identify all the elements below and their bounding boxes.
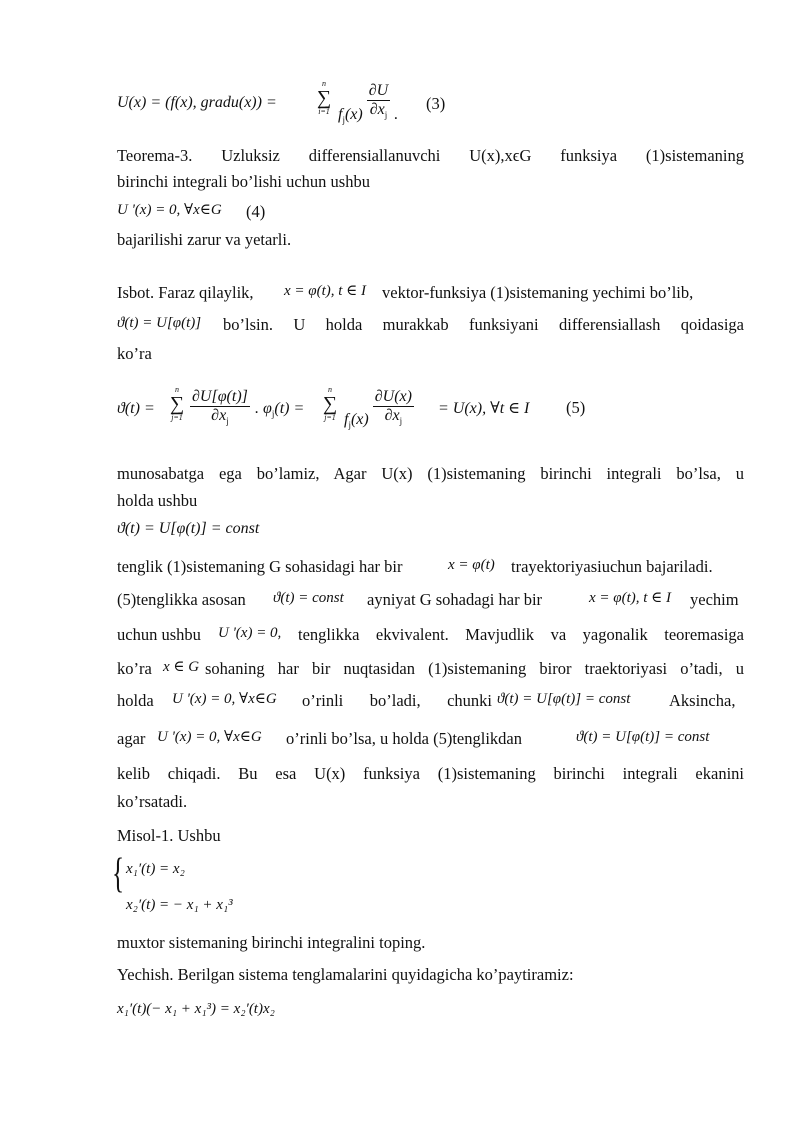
p3-line1-formula: x = φ(t), t ∈ I — [284, 283, 367, 299]
system-row1: x₁′(t) = x₂ — [126, 861, 185, 877]
eq3-number: (3) — [426, 94, 446, 113]
p7-line2: Yechish. Berilgan sistema tenglamalarini quyidagicha ko’paytiramiz: — [117, 965, 574, 984]
eq4-formula: U '(x) = 0, ∀x∈G — [117, 202, 222, 218]
p5-line1-formula: x = φ(t) — [448, 557, 495, 573]
eq5-sum2: n ∑ j=1 — [322, 385, 338, 422]
eq5-sum1: n ∑ j=1 — [169, 385, 185, 422]
eq7-formula: x₁′(t)(− x₁ + x₁³) = x₂′(t)x₂ — [117, 1001, 275, 1017]
p5-line4a: ko’ra — [117, 659, 152, 678]
eq-const: ϑ(t) = U[φ(t)] = const — [117, 520, 260, 537]
p2-line1: bajarilishi zarur va yetarli. — [117, 230, 292, 249]
p1-line2: birinchi integrali bo’lishi uchun ushbu — [117, 172, 370, 191]
p5-line8: ko’rsatadi. — [117, 792, 188, 811]
p6-line1: Misol-1. Ushbu — [117, 826, 221, 845]
p7-line1: muxtor sistemaning birinchi integralini toping. — [117, 933, 426, 952]
eq4-number: (4) — [246, 202, 266, 221]
p5-line1b: trayektoriyasiuchun bajariladi. — [511, 557, 713, 576]
system-brace: { — [112, 851, 125, 897]
p5-line6b: o’rinli bo’lsa, u holda (5)tenglikdan — [286, 729, 522, 748]
p5-line4b: sohaning har bir nuqtasidan (1)sistemaning biror traektoriyasi o’tadi, u — [205, 659, 744, 678]
system-row2: x₂′(t) = − x₁ + x₁³ — [126, 897, 233, 913]
eq5-number: (5) — [566, 398, 586, 417]
eq5-mid: . $\varphi_j(t)$ = — [255, 400, 305, 420]
p5-line6-formula2: ϑ(t) = U[φ(t)] = const — [576, 729, 710, 745]
p4-line1: munosabatga ega bo’lamiz, Agar U(x) (1)sistemaning birinchi integrali bo’lsa, u — [117, 464, 744, 483]
eq5-frac1: $\frac{\partial U[\varphi(t)]}{\partial x_j}$ — [192, 388, 248, 427]
p5-line5c: Aksincha, — [669, 691, 736, 710]
p5-line2a: (5)tenglikka asosan — [117, 590, 246, 609]
p3-line1a: Isbot. Faraz qilaylik, — [117, 283, 254, 302]
eq5-term: $f_j(x)$ $\frac{\partial U(x)}{\partial x_j}$ — [344, 388, 412, 430]
eq3-formula — [117, 93, 277, 113]
eq5-lhs: ϑ(t) = — [117, 400, 155, 417]
p5-line2c: yechim — [690, 590, 739, 609]
p5-line4-formula: x ∈ G — [163, 659, 200, 675]
p5-line6a: agar — [117, 729, 146, 748]
eq3-sum: n ∑ i=1 — [316, 79, 332, 116]
eq5-rhs: = U(x), ∀t ∈ I — [438, 400, 530, 417]
p5-line5a: holda — [117, 691, 154, 710]
p3-line1b: vektor-funksiya (1)sistemaning yechimi bo’lib, — [382, 283, 694, 302]
p1-line1: Teorema-3. Uzluksiz differensiallanuvchi U(x),xϵG funksiya (1)sistemaning — [117, 146, 744, 165]
p5-line6-formula1: U '(x) = 0, ∀x∈G — [157, 729, 262, 745]
p4-line2: holda ushbu — [117, 491, 198, 510]
p5-line2b: ayniyat G sohadagi har bir — [367, 590, 543, 609]
p5-line3-formula: U '(x) = 0, — [218, 625, 282, 641]
p5-line5b: o’rinli bo’ladi, chunki — [302, 691, 492, 710]
p5-line7: kelib chiqadi. Bu esa U(x) funksiya (1)sistemaning birinchi integrali ekanini — [117, 764, 744, 783]
p3-line3: ko’ra — [117, 344, 152, 363]
eq3-term: $f_j(x)$ $\frac{\partial U}{\partial x_j}$ . — [338, 82, 399, 125]
p5-line3a: uchun ushbu — [117, 625, 201, 644]
p5-line2-formula2: x = φ(t), t ∈ I — [589, 590, 672, 606]
p5-line5-formula1: U '(x) = 0, ∀x∈G — [172, 691, 277, 707]
eq3-lhs: U(x) = (f(x), gradu(x)) = — [117, 94, 277, 111]
p5-line1a: tenglik (1)sistemaning G sohasidagi har bir — [117, 557, 403, 576]
p5-line5-formula2: ϑ(t) = U[φ(t)] = const — [497, 691, 631, 707]
eq3-frac-num: ∂U — [368, 82, 389, 99]
p5-line2-formula1: ϑ(t) = const — [273, 590, 344, 606]
p5-line3b: tenglikka ekvivalent. Mavjudlik va yagonalik teoremasiga — [298, 625, 744, 644]
p3-line2-formula: ϑ(t) = U[φ(t)] — [117, 315, 202, 331]
p3-line2b: bo’lsin. U holda murakkab funksiyani differensiallash qoidasiga — [223, 315, 744, 334]
